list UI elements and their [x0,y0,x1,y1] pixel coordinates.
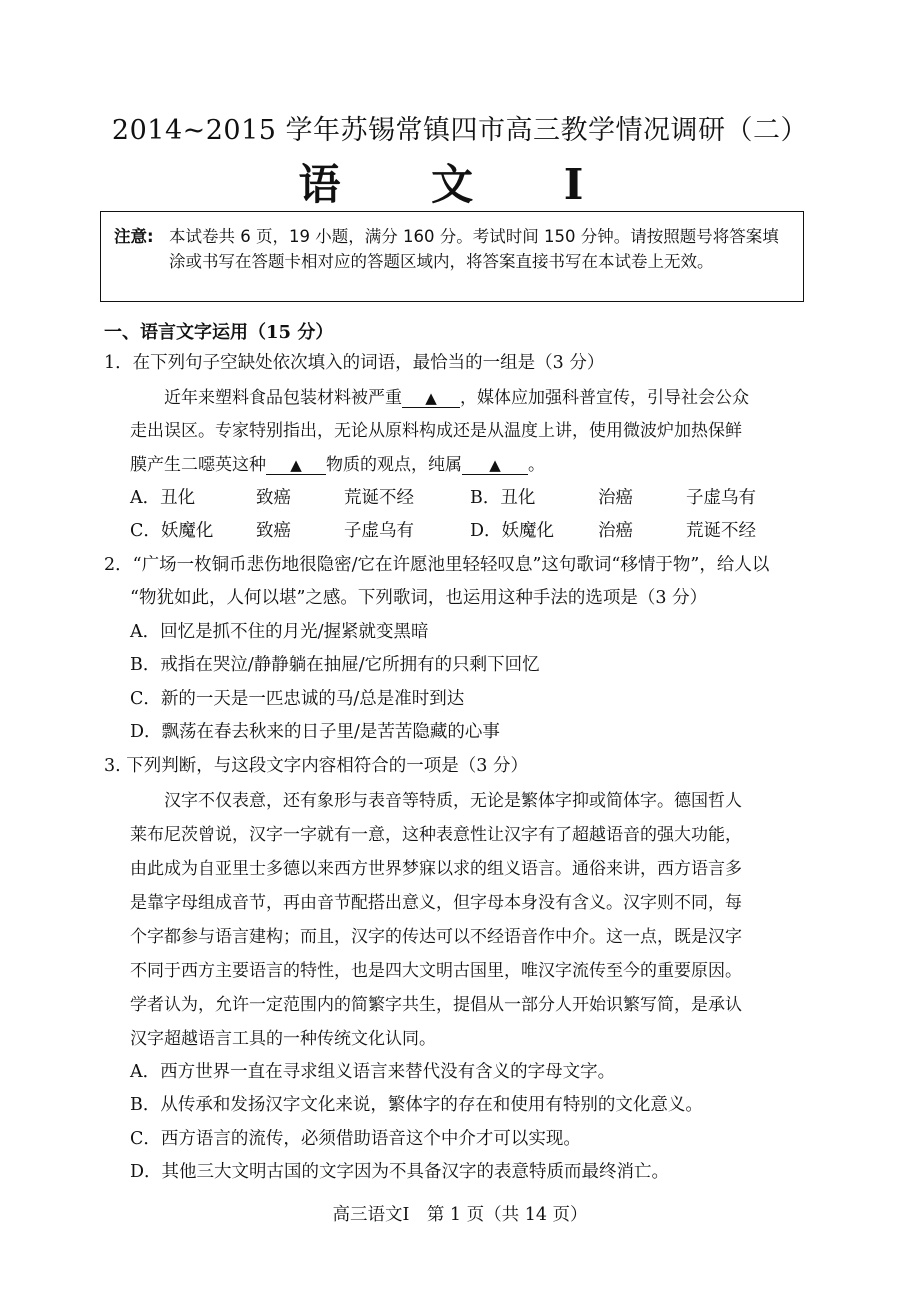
option-c: C．新的一天是一匹忠诚的马/总是准时到达 [130,689,465,709]
answer-blank: ▲ [266,456,326,475]
notice-box [100,211,804,302]
option-a: A．西方世界一直在寻求组义语言来替代没有含义的字母文字。 [130,1062,616,1082]
answer-blank: ▲ [462,456,528,475]
option-b: B．戒指在哭泣/静静躺在抽屉/它所拥有的只剩下回忆 [130,655,540,675]
notice-label: 注意: [114,227,154,246]
option-b: B．丑化 [470,488,536,508]
passage-text: 膜产生二噁英这种 [130,455,266,475]
option-d: D．其他三大文明古国的文字因为不具备汉字的表意特质而最终消亡。 [130,1162,670,1182]
question-3-passage-line: 由此成为自亚里士多德以来西方世界梦寐以求的组义语言。通俗来讲，西方语言多 [130,859,742,879]
option-a: A．回忆是抓不住的月光/握紧就变黑暗 [130,622,429,642]
passage-text: 。 [528,455,545,475]
passage-text: ，媒体应加强科普宣传，引导社会公众 [460,388,749,408]
passage-text: 物质的观点，纯属 [326,455,462,475]
question-3-passage-line: 莱布尼茨曾说，汉字一字就有一意，这种表意性让汉字有了超越语音的强大功能， [130,825,742,845]
option-a: A．丑化 [130,488,196,508]
question-1-passage-line [130,450,545,475]
question-3-passage-line: 不同于西方主要语言的特性，也是四大文明古国里，唯汉字流传至今的重要原因。 [130,961,742,981]
option-a-word-3: 荒诞不经 [344,488,414,508]
option-b-word-3: 子虚乌有 [686,488,756,508]
option-c-word-2: 致癌 [256,521,291,541]
option-b-word-2: 治癌 [598,488,633,508]
question-2-stem: “物犹如此，人何以堪”之感。下列歌词，也运用这种手法的选项是（3 分） [130,588,708,608]
answer-blank: ▲ [402,389,460,408]
subject-title: 语 文 I [298,160,622,209]
question-1-stem: 1．在下列句子空缺处依次填入的词语，最恰当的一组是（3 分） [104,353,605,373]
section-heading: 一、语言文字运用（15 分） [104,322,334,343]
option-d-word-3: 荒诞不经 [686,521,756,541]
option-c: C．妖魔化 [130,521,214,541]
option-c: C．西方语言的流传，必须借助语音这个中介才可以实现。 [130,1129,581,1149]
option-b: B．从传承和发扬汉字文化来说，繁体字的存在和使用有特别的文化意义。 [130,1095,703,1115]
question-3-passage-line: 汉字不仅表意，还有象形与表音等特质，无论是繁体字抑或简体字。德国哲人 [164,791,742,811]
option-d: D．飘荡在春去秋来的日子里/是苦苦隐藏的心事 [130,722,500,742]
passage-text: 近年来塑料食品包装材料被严重 [164,388,402,408]
question-2-stem: 2．“广场一枚铜币悲伤地很隐密/它在许愿池里轻轻叹息”这句歌词“移情于物”，给人以 [104,555,770,575]
question-3-passage-line: 个字都参与语言建构；而且，汉字的传达可以不经语音作中介。这一点，既是汉字 [130,927,742,947]
question-3-passage-line: 汉字超越语言工具的一种传统文化认同。 [130,1029,436,1049]
option-d: D．妖魔化 [470,521,555,541]
question-3-passage-line: 学者认为，允许一定范围内的简繁字共生，提倡从一部分人开始识繁写简，是承认 [130,995,742,1015]
page-title: 2014~2015 学年苏锡常镇四市高三教学情况调研（二） [111,115,809,146]
question-3-passage-line: 是靠字母组成音节，再由音节配搭出意义，但字母本身没有含义。汉字则不同，每 [130,893,742,913]
question-3-stem: 3. 下列判断，与这段文字内容相符合的一项是（3 分） [104,756,528,776]
notice-text: 本试卷共 6 页，19 小题，满分 160 分。考试时间 150 分钟。请按照题号将答案填涂或书写在答题卡相对应的答题区域内，将答案直接书写在本试卷上无效。 [169,227,779,271]
page-footer: 高三语文Ⅰ 第 1 页（共 14 页） [332,1205,588,1225]
question-1-passage-line [164,383,749,408]
option-c-word-3: 子虚乌有 [344,521,414,541]
option-a-word-2: 致癌 [256,488,291,508]
option-d-word-2: 治癌 [598,521,633,541]
question-1-passage-line: 走出误区。专家特别指出，无论从原料构成还是从温度上讲，使用微波炉加热保鲜 [130,421,742,441]
